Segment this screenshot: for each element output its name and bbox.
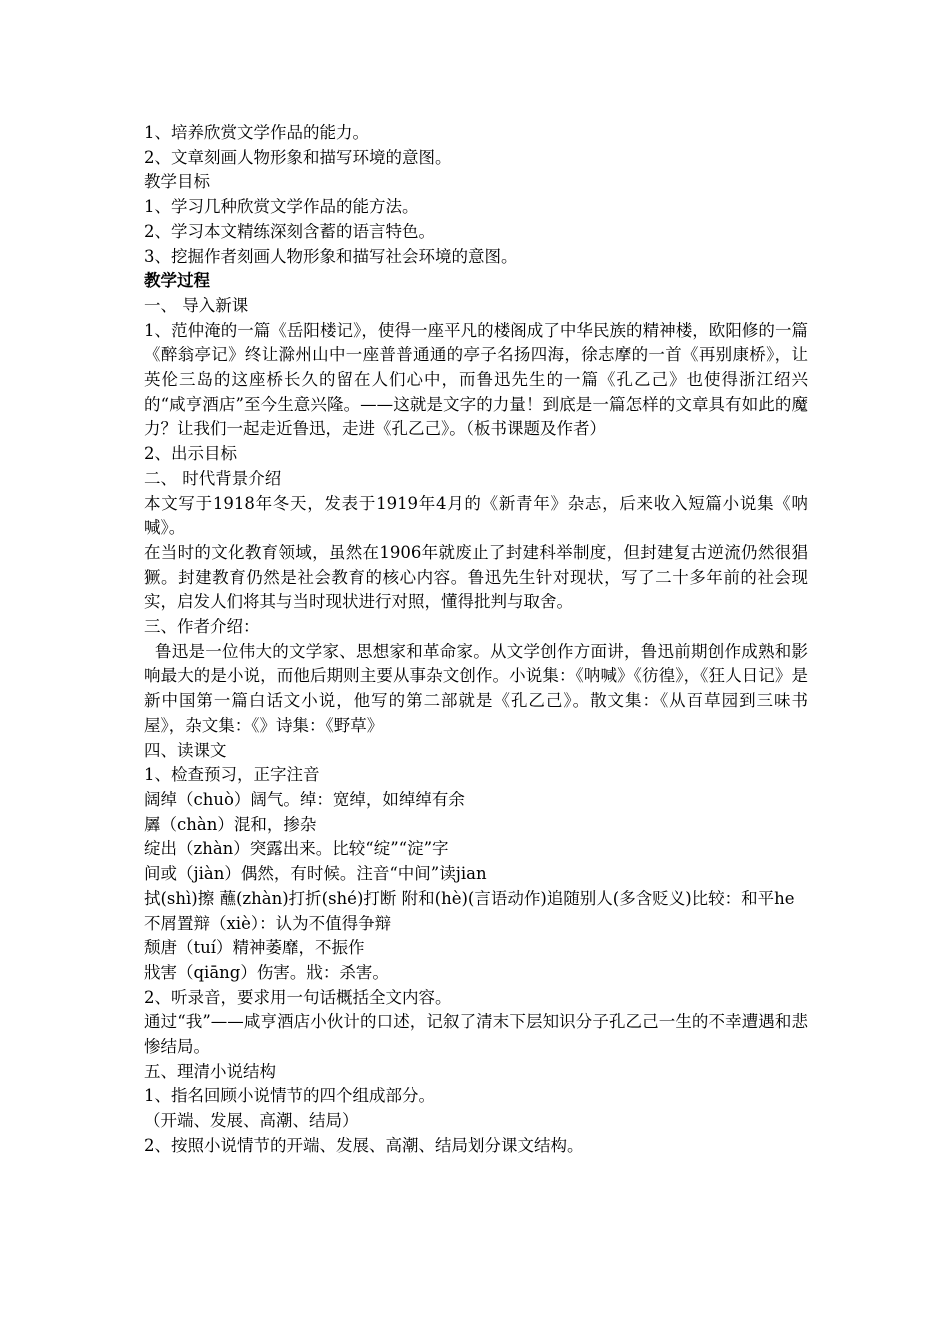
- summary-paragraph: 通过“我”——咸亨酒店小伙计的口述，记叙了清末下层知识分子孔乙己一生的不幸遭遇和悲惨结局。: [144, 1012, 808, 1057]
- section-background-title: 二、 时代背景介绍: [144, 468, 282, 488]
- section-label-teaching-goals: 教学目标: [144, 172, 210, 192]
- section-author-title: 三、作者介绍：: [144, 617, 260, 637]
- vocab-item-8: 戕害（qiāng）伤害。戕：杀害。: [144, 962, 389, 982]
- goal-item-3: 3、挖掘作者刻画人物形象和描写社会环境的意图。: [144, 246, 518, 266]
- show-goals-line: 2、出示目标: [144, 444, 237, 464]
- vocab-item-4: 间或（jiàn）偶然，有时候。注音“中间”读jian: [144, 864, 487, 884]
- structure-item-2: 2、按照小说情节的开端、发展、高潮、结局划分课文结构。: [144, 1135, 584, 1155]
- vocab-item-3: 绽出（zhàn）突露出来。比较“绽”“淀”字: [144, 839, 449, 859]
- heading-teaching-process: 教学过程: [144, 271, 210, 291]
- author-paragraph: 鲁迅是一位伟大的文学家、思想家和革命家。从文学创作方面讲，鲁迅前期创作成熟和影响最大的是小说，而他后期则主要从事杂文创作。小说集：《呐喊》《彷徨》，《狂人日记》是新中国第一篇白话文小说，他写的第二部就是《孔乙己》。散文集：《从百草园到三味书屋》，杂文集：《》诗集：《野草》: [144, 641, 808, 735]
- section-structure-title: 五、理清小说结构: [144, 1061, 276, 1081]
- vocab-item-5: 拭(shì)擦 蘸(zhàn)打折(shé)打断 附和(hè)(言语动作)追随别人(多含贬义)比较：和平he: [144, 888, 795, 908]
- goal-item-2: 2、学习本文精练深刻含蓄的语言特色。: [144, 221, 435, 241]
- listen-task-line: 2、听录音，要求用一句话概括全文内容。: [144, 987, 452, 1007]
- vocab-item-2: 羼（chàn）混和，掺杂: [144, 814, 317, 834]
- intro-paragraph: 1、范仲淹的一篇《岳阳楼记》，使得一座平凡的楼阁成了中华民族的精神楼，欧阳修的一篇《醉翁亭记》终让滁州山中一座普普通通的亭子名扬四海，徐志摩的一首《再别康桥》，让英伦三岛的这座桥长久的留在人们心中，而鲁迅先生的一篇《孔乙己》也使得浙江绍兴的“咸亨酒店”至今生意兴隆。——这就是文字的力量！到底是一篇怎样的文章具有如此的魔力？让我们一起走近鲁迅，走进《孔乙己》。（板书课题及作者）: [144, 320, 808, 439]
- objective-item-2: 2、文章刻画人物形象和描写环境的意图。: [144, 147, 452, 167]
- background-paragraph-2: 在当时的文化教育领域，虽然在1906年就废止了封建科举制度，但封建复古逆流仍然很猖獗。封建教育仍然是社会教育的核心内容。鲁迅先生针对现状，写了二十多年前的社会现实，启发人们将其与当时现状进行对照，懂得批判与取舍。: [144, 542, 808, 612]
- section-intro-title: 一、 导入新课: [144, 295, 249, 315]
- objective-item-1: 1、培养欣赏文学作品的能力。: [144, 123, 369, 142]
- vocab-item-6: 不屑置辩（xiè）：认为不值得争辩: [144, 913, 392, 933]
- vocab-item-7: 颓唐（tuí）精神萎靡，不振作: [144, 938, 365, 958]
- structure-parts-line: （开端、发展、高潮、结局）: [144, 1111, 359, 1131]
- background-paragraph-1: 本文写于1918年冬天，发表于1919年4月的《新青年》杂志，后来收入短篇小说集《呐喊》。: [144, 493, 808, 538]
- goal-item-1: 1、学习几种欣赏文学作品的能方法。: [144, 197, 419, 217]
- document-body: [144, 121, 808, 1159]
- structure-item-1: 1、指名回顾小说情节的四个组成部分。: [144, 1086, 435, 1106]
- vocab-item-1: 阔绰（chuò）阔气。绰：宽绰，如绰绰有余: [144, 789, 465, 809]
- preview-check-line: 1、检查预习，正字注音: [144, 765, 320, 785]
- section-reading-title: 四、读课文: [144, 740, 227, 760]
